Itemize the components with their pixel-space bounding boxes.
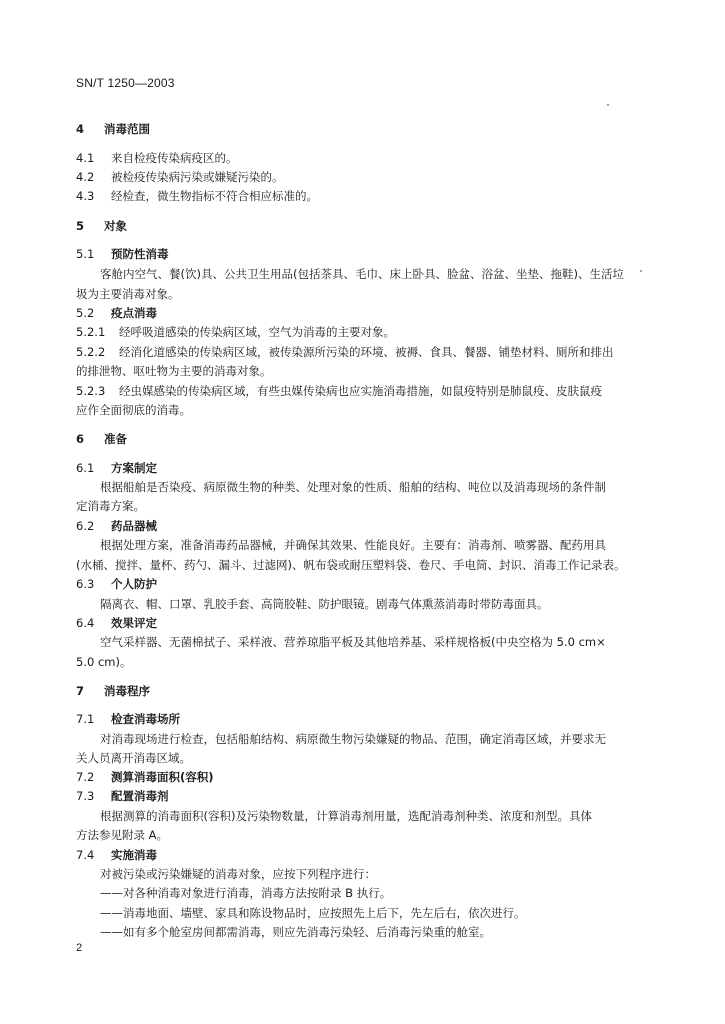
clause-title: 效果评定 xyxy=(111,616,157,630)
clause-number: 5.1 xyxy=(76,247,95,261)
dash-item: ——消毒地面、墙壁、家具和陈设物品时，应按照先上后下，先左后右，依次进行。 xyxy=(100,906,526,920)
clause-5-1-heading xyxy=(76,246,169,262)
clause-4-3 xyxy=(76,188,318,204)
section-title: 准备 xyxy=(104,432,127,446)
clause-4-2 xyxy=(76,169,284,185)
section-5-heading xyxy=(76,218,127,234)
clause-5-2-2 xyxy=(76,344,614,360)
clause-number: 5.2.2 xyxy=(76,345,106,359)
paragraph: 关人员离开消毒区域。 xyxy=(76,751,191,765)
clause-number: 4.2 xyxy=(76,170,95,184)
paragraph: 方法参见附录 A。 xyxy=(76,828,169,842)
clause-number: 5.2 xyxy=(76,306,95,320)
paragraph: 客舱内空气、餐(饮)具、公共卫生用品(包括茶具、毛巾、床上卧具、脸盆、浴盆、坐垫、拖鞋)、生活垃 xyxy=(100,267,624,281)
paragraph: 根据处理方案，准备消毒药品器械，并确保其效果、性能良好。主要有：消毒剂、喷雾器、配药用具 xyxy=(100,538,606,552)
clause-7-4-heading xyxy=(76,847,157,863)
clause-5-2-1 xyxy=(76,324,395,340)
clause-text: 经虫媒感染的传染病区域，有些虫媒传染病也应实施消毒措施，如鼠疫特别是肺鼠疫、皮肤鼠疫 xyxy=(119,384,602,398)
clause-text: 经消化道感染的传染病区域，被传染源所污染的环境、被褥、食具、餐器、铺垫材料、厕所和排出 xyxy=(119,345,614,359)
section-title: 对象 xyxy=(104,219,127,233)
paragraph: 对消毒现场进行检查，包括船舶结构、病原微生物污染嫌疑的物品、范围，确定消毒区域，并要求无 xyxy=(100,732,606,746)
clause-number: 5.2.1 xyxy=(76,325,106,339)
clause-number: 6.1 xyxy=(76,461,95,475)
section-7-heading xyxy=(76,683,150,699)
clause-5-2-heading xyxy=(76,305,157,321)
paragraph: 根据测算的消毒面积(容积)及污染物数量，计算消毒剂用量，选配消毒剂种类、浓度和剂型。具体 xyxy=(100,809,592,823)
standard-id: SN/T 1250—2003 xyxy=(76,76,175,90)
clause-title: 药品器械 xyxy=(111,519,157,533)
clause-title: 预防性消毒 xyxy=(111,247,169,261)
clause-7-3-heading xyxy=(76,788,169,804)
section-title: 消毒范围 xyxy=(104,122,150,136)
clause-text: 经呼吸道感染的传染病区域，空气为消毒的主要对象。 xyxy=(119,325,395,339)
clause-number: 4.1 xyxy=(76,151,95,165)
page-number: 2 xyxy=(76,942,83,954)
paragraph: 根据船舶是否染疫、病原微生物的种类、处理对象的性质、船舶的结构、吨位以及消毒现场的条件制 xyxy=(100,480,606,494)
clause-title: 个人防护 xyxy=(111,577,157,591)
paragraph: 应作全面彻底的消毒。 xyxy=(76,403,191,417)
clause-number: 7.3 xyxy=(76,789,95,803)
clause-text: 被检疫传染病污染或嫌疑污染的。 xyxy=(111,170,284,184)
section-number: 4 xyxy=(76,122,85,136)
clause-title: 配置消毒剂 xyxy=(111,789,169,803)
clause-number: 7.2 xyxy=(76,770,95,784)
clause-text: 来自检疫传染病疫区的。 xyxy=(111,151,238,165)
clause-title: 疫点消毒 xyxy=(111,306,157,320)
paragraph: 5.0 cm)。 xyxy=(76,655,132,669)
paragraph: 对被污染或污染嫌疑的消毒对象，应按下列程序进行： xyxy=(100,867,376,881)
section-4-heading xyxy=(76,121,150,137)
paragraph: 空气采样器、无菌棉拭子、采样液、营养琼脂平板及其他培养基、采样规格板(中央空格为 5.0 cm× xyxy=(100,635,606,649)
clause-5-2-3 xyxy=(76,383,602,399)
clause-title: 实施消毒 xyxy=(111,848,157,862)
dash-item: ——对各种消毒对象进行消毒，消毒方法按附录 B 执行。 xyxy=(100,886,392,900)
clause-number: 4.3 xyxy=(76,189,95,203)
scan-speck xyxy=(607,104,609,106)
clause-6-1-heading xyxy=(76,460,157,476)
section-number: 6 xyxy=(76,432,85,446)
paragraph: 定消毒方案。 xyxy=(76,499,145,513)
clause-number: 6.3 xyxy=(76,577,95,591)
clause-4-1 xyxy=(76,150,238,166)
clause-6-2-heading xyxy=(76,518,157,534)
scan-speck xyxy=(640,270,642,272)
clause-6-3-heading xyxy=(76,576,157,592)
clause-number: 7.4 xyxy=(76,848,95,862)
clause-number: 5.2.3 xyxy=(76,384,106,398)
paragraph: (水桶、搅拌、量杯、药勺、漏斗、过滤网)、帆布袋或耐压塑料袋、卷尺、手电筒、封识、消毒工作记录表。 xyxy=(76,558,626,572)
clause-6-4-heading xyxy=(76,615,157,631)
clause-number: 7.1 xyxy=(76,712,95,726)
section-6-heading xyxy=(76,431,127,447)
section-number: 5 xyxy=(76,219,85,233)
dash-item: ——如有多个舱室房间都需消毒，则应先消毒污染轻、后消毒污染重的舱室。 xyxy=(100,925,491,939)
section-number: 7 xyxy=(76,684,85,698)
section-title: 消毒程序 xyxy=(104,684,150,698)
clause-number: 6.4 xyxy=(76,616,95,630)
paragraph: 的排泄物、呕吐物为主要的消毒对象。 xyxy=(76,364,272,378)
clause-number: 6.2 xyxy=(76,519,95,533)
clause-title: 测算消毒面积(容积) xyxy=(111,770,214,784)
clause-7-1-heading xyxy=(76,711,180,727)
clause-title: 检查消毒场所 xyxy=(111,712,180,726)
clause-text: 经检查，微生物指标不符合相应标准的。 xyxy=(111,189,318,203)
paragraph: 圾为主要消毒对象。 xyxy=(76,287,180,301)
clause-7-2-heading xyxy=(76,769,214,785)
paragraph: 隔离衣、帽、口罩、乳胶手套、高筒胶鞋、防护眼镜。剧毒气体熏蒸消毒时带防毒面具。 xyxy=(100,597,549,611)
clause-title: 方案制定 xyxy=(111,461,157,475)
